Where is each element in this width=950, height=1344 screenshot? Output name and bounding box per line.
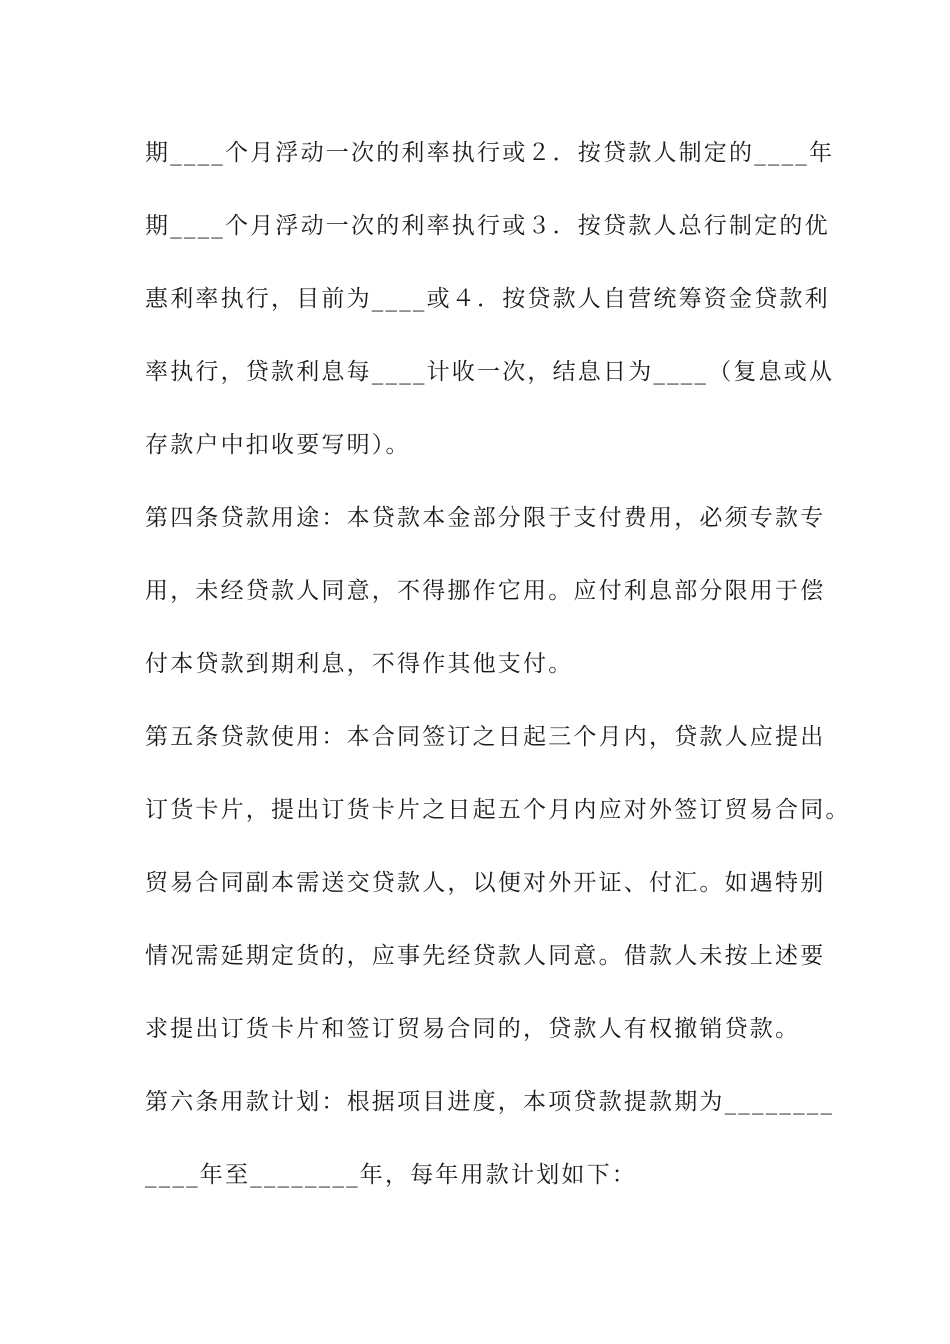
text-line: 订货卡片，提出订货卡片之日起五个月内应对外签订贸易合同。	[145, 797, 851, 823]
article-5-heading-line: 第五条贷款使用：本合同签订之日起三个月内，贷款人应提出	[145, 724, 826, 750]
text-line: 付本贷款到期利息，不得作其他支付。	[145, 651, 574, 677]
article-6-heading-line: 第六条用款计划：根据项目进度，本项贷款提款期为________	[145, 1089, 835, 1115]
text-line: 求提出订货卡片和签订贸易合同的，贷款人有权撤销贷款。	[145, 1016, 801, 1042]
text-line: 期____个月浮动一次的利率执行或２．按贷款人制定的____年	[145, 140, 835, 166]
article-4-heading-line: 第四条贷款用途：本贷款本金部分限于支付费用，必须专款专	[145, 505, 826, 531]
text-line: 率执行，贷款利息每____计收一次，结息日为____（复息或从	[145, 359, 835, 385]
text-line: ____年至________年，每年用款计划如下：	[145, 1162, 637, 1188]
text-line: 用，未经贷款人同意，不得挪作它用。应付利息部分限用于偿	[145, 578, 826, 604]
text-line: 惠利率执行，目前为____或４．按贷款人自营统筹资金贷款利	[145, 286, 830, 312]
text-line: 存款户中扣收要写明）。	[145, 432, 411, 458]
text-line: 情况需延期定货的，应事先经贷款人同意。借款人未按上述要	[145, 943, 826, 969]
text-line: 贸易合同副本需送交贷款人，以便对外开证、付汇。如遇特别	[145, 870, 826, 896]
text-line: 期____个月浮动一次的利率执行或３．按贷款人总行制定的优	[145, 213, 830, 239]
